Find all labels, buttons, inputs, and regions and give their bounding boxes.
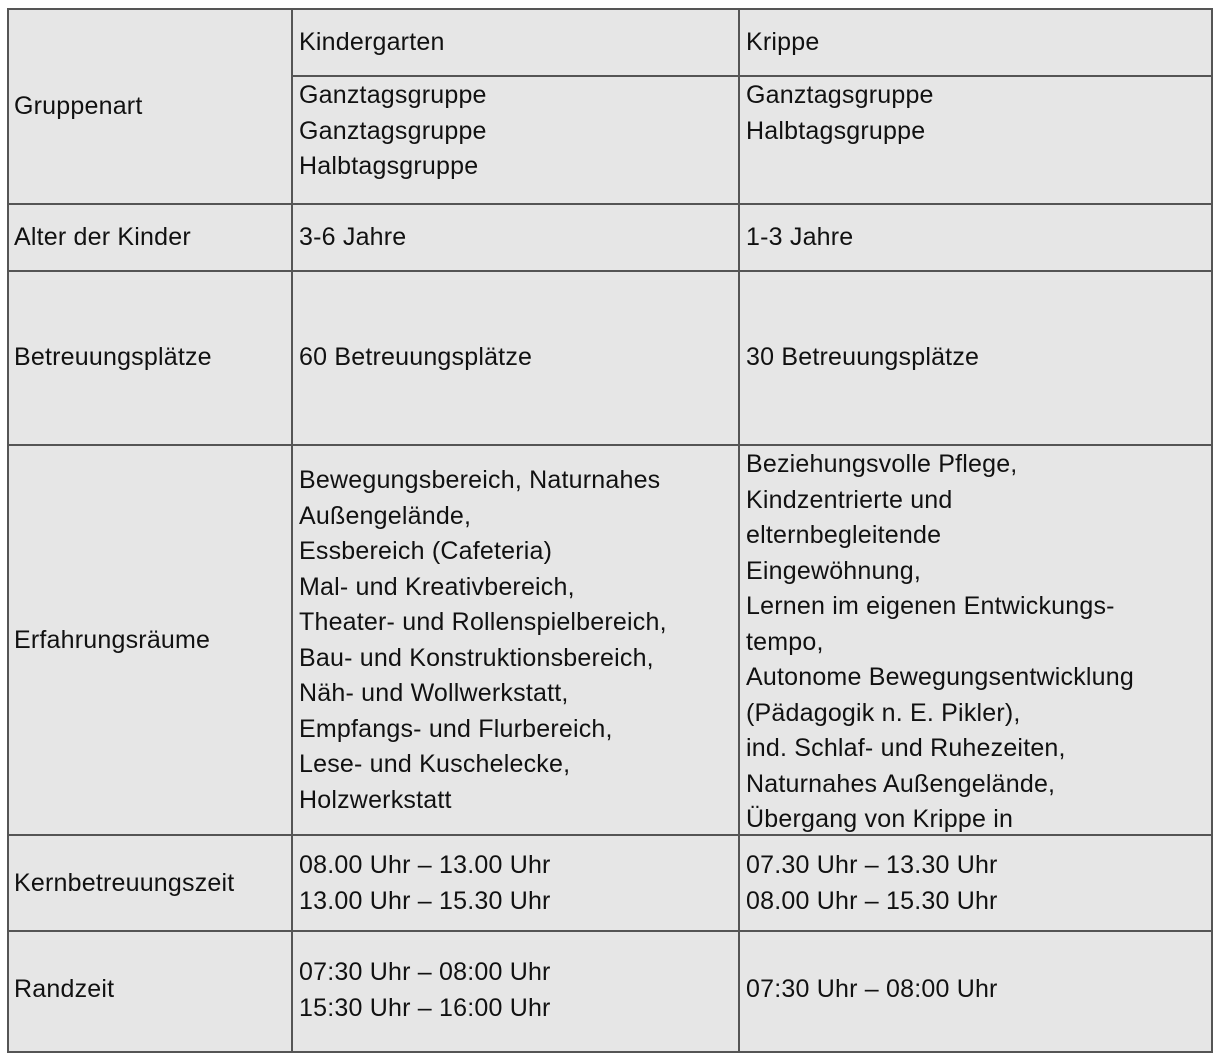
- row-label-randzeit: Randzeit: [14, 975, 115, 1003]
- row-label-kern: Kernbetreuungszeit: [14, 869, 235, 897]
- row-label-plaetze: Betreuungsplätze: [14, 343, 212, 371]
- row-divider: [7, 203, 1213, 205]
- header-divider: [291, 75, 1213, 77]
- header-krippe: Krippe: [746, 28, 820, 56]
- gruppenart-krippe: Ganztagsgruppe Halbtagsgruppe: [746, 81, 934, 145]
- header-kindergarten: Kindergarten: [299, 28, 445, 56]
- table-border-left: [7, 8, 9, 1053]
- randzeit-kindergarten: 07:30 Uhr – 08:00 Uhr 15:30 Uhr – 16:00 Uhr: [299, 958, 551, 1022]
- row-label-alter: Alter der Kinder: [14, 223, 191, 251]
- gruppenart-kindergarten: Ganztagsgruppe Ganztagsgruppe Halbtagsgruppe: [299, 81, 487, 180]
- table-border-right: [1211, 8, 1213, 1053]
- row-divider: [7, 930, 1213, 932]
- table-divider-col2: [738, 8, 740, 1053]
- plaetze-krippe: 30 Betreuungsplätze: [746, 343, 980, 371]
- row-label-gruppenart: Gruppenart: [14, 92, 143, 120]
- erfahrung-krippe: Beziehungsvolle Pflege, Kindzentrierte und elternbegleitende Eingewöhnung, Lernen im eigenen Entwickungs- tempo, Autonome Bewegungsentwicklung (Pädagogik n. E. Pikler), ind. Schlaf- und Ruhezeiten, Naturnahes Außengelände, Übergang von Krippe in: [746, 450, 1134, 833]
- kern-krippe: 07.30 Uhr – 13.30 Uhr 08.00 Uhr – 15.30 Uhr: [746, 851, 998, 915]
- row-divider: [7, 270, 1213, 272]
- kern-kindergarten: 08.00 Uhr – 13.00 Uhr 13.00 Uhr – 15.30 Uhr: [299, 851, 551, 915]
- row-label-erfahrung: Erfahrungsräume: [14, 626, 211, 654]
- alter-kindergarten: 3-6 Jahre: [299, 223, 407, 251]
- table-border-top: [7, 8, 1213, 10]
- plaetze-kindergarten: 60 Betreuungsplätze: [299, 343, 533, 371]
- randzeit-krippe: 07:30 Uhr – 08:00 Uhr: [746, 975, 998, 1003]
- row-divider: [7, 444, 1213, 446]
- table-divider-col1: [291, 8, 293, 1053]
- erfahrung-kindergarten: Bewegungsbereich, Naturnahes Außengelände, Essbereich (Cafeteria) Mal- und Kreativbereich, Theater- und Rollenspielbereich, Bau- und Konstruktionsbereich, Näh- und Wollwerkstatt, Empfangs- und Flurbereich, Lese- und Kuschelecke, Holzwerkstatt: [299, 466, 667, 814]
- alter-krippe: 1-3 Jahre: [746, 223, 854, 251]
- table-border-bottom: [7, 1051, 1213, 1053]
